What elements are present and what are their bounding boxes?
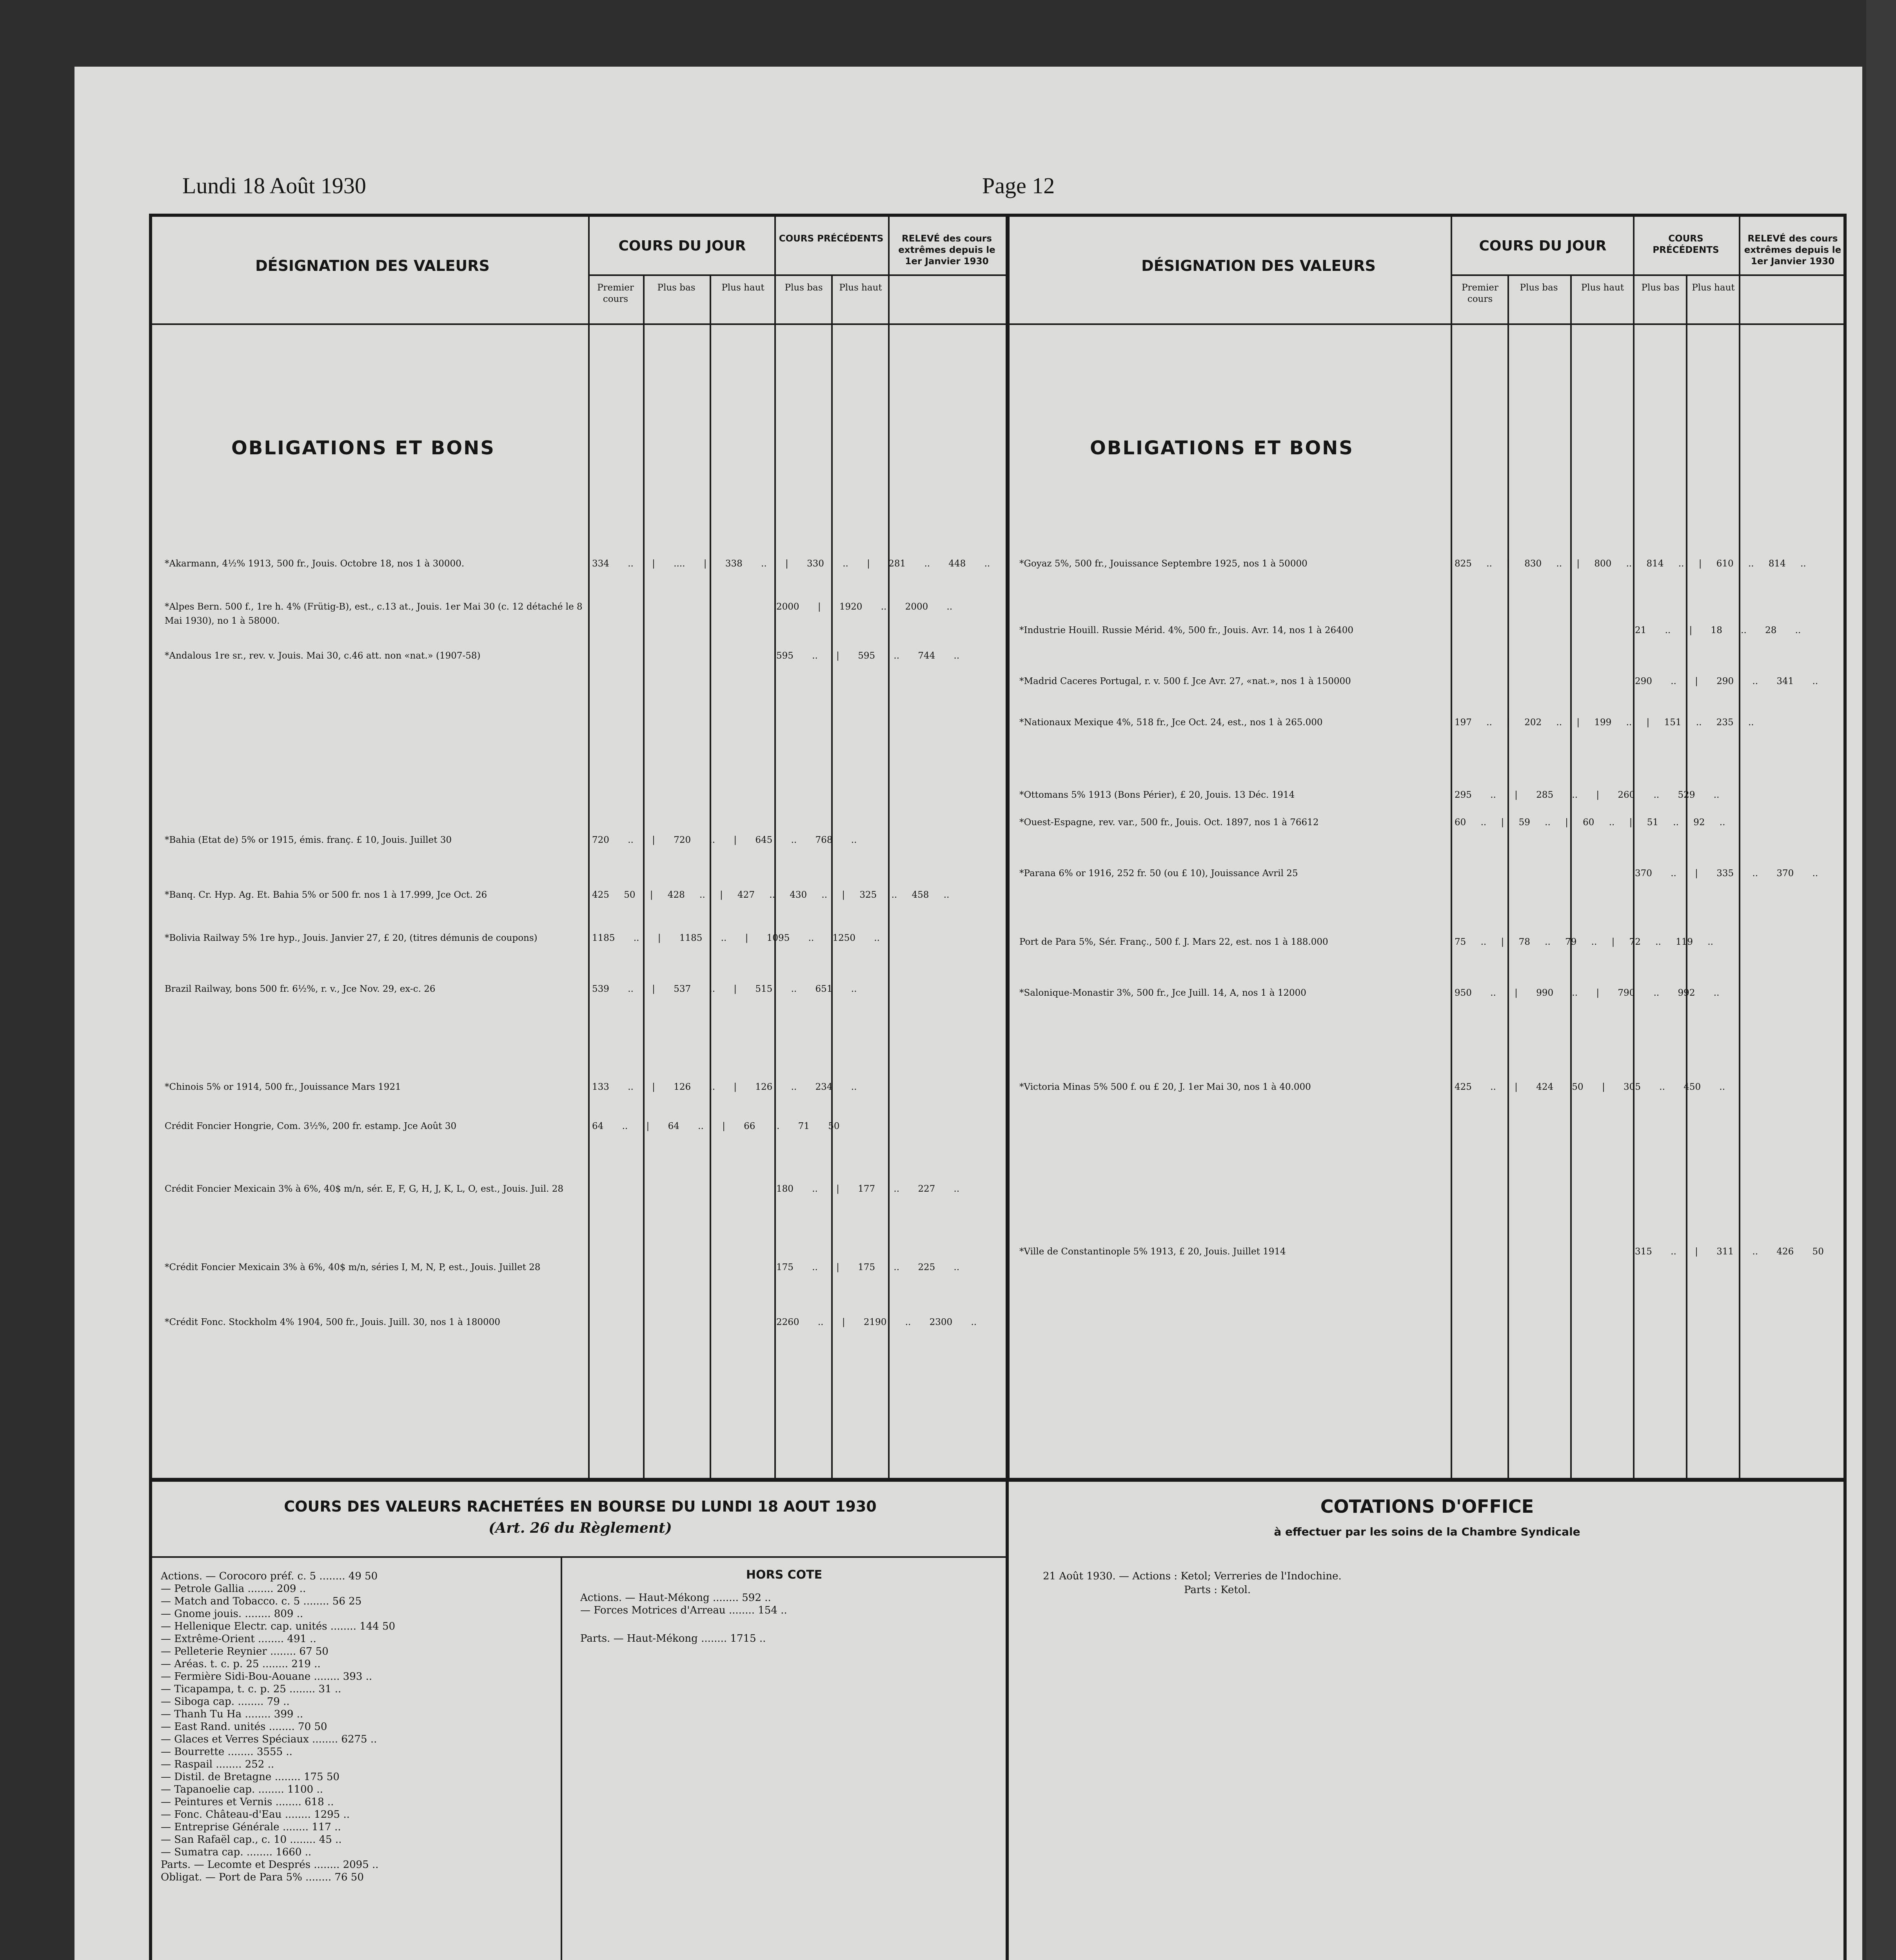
right-row: *Parana 6% or 1916, 252 fr. 50 (ou £ 10), Jouissance Avril 25 bbox=[1019, 868, 1298, 878]
right-value-row: 315 .. | 311 .. 426 50 bbox=[1635, 1247, 1824, 1257]
right-values bbox=[1455, 557, 1843, 1268]
rachetee-item: Obligat. — Port de Para 5% ........ 76 50 bbox=[161, 1871, 364, 1883]
left-row: Crédit Foncier Mexicain 3% à 6%, 40$ m/n, sér. E, F, G, H, J, K, L, O, est., Jouis. Juil. 28 bbox=[165, 1184, 564, 1194]
left-row: *Alpes Bern. 500 f., 1re h. 4% (Frütig-B), est., c.13 at., Jouis. 1er Mai 30 (c. 12 détaché le 8 Mai 1930), no 1 à 58000. bbox=[165, 602, 583, 626]
right-value-row: 370 .. | 335 .. 370 .. bbox=[1635, 868, 1818, 878]
rachetee-item: — Bourrette ........ 3555 .. bbox=[161, 1746, 292, 1758]
rachetees-title: COURS DES VALEURS RACHETÉES EN BOURSE DU LUNDI 18 AOUT 1930 bbox=[284, 1498, 877, 1515]
left-row: Crédit Foncier Hongrie, Com. 3½%, 200 fr. estamp. Jce Août 30 bbox=[165, 1121, 457, 1131]
right-premier-cours: Premier cours bbox=[1462, 283, 1498, 304]
left-row: *Akarmann, 4½% 1913, 500 fr., Jouis. Octobre 18, nos 1 à 30000. bbox=[165, 559, 465, 569]
left-value-row: 595 .. | 595 .. 744 .. bbox=[776, 651, 960, 661]
right-plus-bas: Plus bas bbox=[1520, 283, 1558, 293]
rachetee-item: — Match and Tobacco. c. 5 ........ 56 25 bbox=[161, 1595, 362, 1607]
cotations-subtitle: à effectuer par les soins de la Chambre Syndicale bbox=[1274, 1525, 1580, 1538]
rachetee-item: — Raspail ........ 252 .. bbox=[161, 1759, 274, 1770]
rachetee-item: — Gnome jouis. ........ 809 .. bbox=[161, 1608, 303, 1620]
right-releve: RELEVÉ des cours extrêmes depuis le 1er Janvier 1930 bbox=[1744, 234, 1842, 267]
header-rule bbox=[151, 323, 1845, 325]
left-value-row: 539 .. | 537 .. | 515 .. 651 .. bbox=[592, 984, 857, 994]
page-number: Page 12 bbox=[982, 173, 1055, 198]
left-row: *Crédit Foncier Mexicain 3% à 6%, 40$ m/n, séries I, M, N, P, est., Jouis. Juillet 28 bbox=[165, 1262, 541, 1272]
left-cours-precedents: COURS PRÉCÉDENTS bbox=[779, 234, 884, 244]
hors-cote-item: Parts. — Haut-Mékong ........ 1715 .. bbox=[580, 1633, 766, 1644]
left-row: *Chinois 5% or 1914, 500 fr., Jouissance Mars 1921 bbox=[165, 1082, 401, 1092]
left-value-row: 2260 .. | 2190 .. 2300 .. bbox=[776, 1317, 977, 1327]
right-row: *Salonique-Monastir 3%, 500 fr., Jce Juill. 14, A, nos 1 à 12000 bbox=[1019, 988, 1306, 998]
hors-cote-list bbox=[580, 1592, 1000, 1645]
cotations-title: COTATIONS D'OFFICE bbox=[1320, 1496, 1534, 1517]
right-plus-haut: Plus haut bbox=[1581, 283, 1624, 293]
right-value-row: 295 .. | 285 .. | 260 .. 529 .. bbox=[1455, 790, 1720, 800]
col-rule bbox=[1451, 216, 1452, 1478]
left-value-row: 180 .. | 177 .. 227 .. bbox=[776, 1184, 960, 1194]
rachetee-item: — Distil. de Bretagne ........ 175 50 bbox=[161, 1771, 340, 1783]
section-rule bbox=[561, 1556, 562, 1960]
col-rule bbox=[588, 216, 590, 1478]
right-row: *Ouest-Espagne, rev. var., 500 fr., Jouis. Oct. 1897, nos 1 à 76612 bbox=[1019, 817, 1319, 828]
page-edge bbox=[1866, 0, 1896, 1960]
hors-cote-item: Actions. — Haut-Mékong ........ 592 .. bbox=[580, 1592, 771, 1604]
section-divider bbox=[1006, 1482, 1009, 1960]
rachetees-subtitle: (Art. 26 du Règlement) bbox=[489, 1520, 672, 1536]
rachetee-item: — Petrole Gallia ........ 209 .. bbox=[161, 1583, 306, 1595]
right-cours-precedents: COURS PRÉCÉDENTS bbox=[1653, 234, 1719, 255]
page-date: Lundi 18 Août 1930 bbox=[182, 173, 366, 198]
right-row: *Madrid Caceres Portugal, r. v. 500 f. Jce Avr. 27, «nat.», nos 1 à 150000 bbox=[1019, 676, 1351, 686]
right-value-row: 197 .. | 202 .. | 199 .. | 151 .. 235 .. bbox=[1455, 717, 1754, 728]
rachetee-item: — Extrême-Orient ........ 491 .. bbox=[161, 1633, 316, 1645]
rachetee-item: — Glaces et Verres Spéciaux ........ 6275 .. bbox=[161, 1733, 377, 1745]
right-value-row: 950 .. | 990 .. | 790 .. 992 .. bbox=[1455, 988, 1720, 998]
left-plus-bas: Plus bas bbox=[657, 283, 696, 293]
rachetee-item: — Aréas. t. c. p. 25 ........ 219 .. bbox=[161, 1658, 321, 1670]
left-values bbox=[592, 557, 1004, 1339]
rachetee-item: — Hellenique Electr. cap. unités ........ 144 50 bbox=[161, 1621, 396, 1632]
rachetees-list bbox=[161, 1570, 559, 1884]
col-rule bbox=[588, 274, 1006, 276]
right-cours-du-jour: COURS DU JOUR bbox=[1479, 238, 1607, 254]
hors-cote-item: — Forces Motrices d'Arreau ........ 154 .. bbox=[580, 1604, 787, 1616]
section-rule bbox=[151, 1478, 1845, 1482]
center-divider bbox=[1006, 216, 1010, 1478]
right-value-row: 75 .. | 78 .. 79 .. | 72 .. 119 .. bbox=[1455, 937, 1713, 947]
rachetee-item: — Peintures et Vernis ........ 618 .. bbox=[161, 1796, 334, 1808]
cotations-line: 21 Août 1930. — Actions : Ketol; Verreries de l'Indochine. bbox=[1043, 1570, 1342, 1582]
right-row: *Nationaux Mexique 4%, 518 fr., Jce Oct. 24, est., nos 1 à 265.000 bbox=[1019, 717, 1323, 728]
left-premier-cours: Premier cours bbox=[597, 283, 634, 304]
rachetee-item: — Pelleterie Reynier ........ 67 50 bbox=[161, 1646, 329, 1657]
rachetee-item: Parts. — Lecomte et Després ........ 2095 .. bbox=[161, 1859, 379, 1871]
left-designation-header: DÉSIGNATION DES VALEURS bbox=[255, 257, 490, 274]
right-value-row: 825 .. | 830 .. | 800 .. 814 .. | 610 .. 814 .. bbox=[1455, 559, 1806, 569]
hors-cote-title: HORS COTE bbox=[746, 1568, 823, 1582]
right-value-row: 21 .. | 18 .. 28 .. bbox=[1635, 625, 1801, 635]
right-row: *Ottomans 5% 1913 (Bons Périer), £ 20, Jouis. 13 Déc. 1914 bbox=[1019, 790, 1295, 800]
rachetee-item: — Thanh Tu Ha ........ 399 .. bbox=[161, 1708, 303, 1720]
left-designations bbox=[165, 557, 586, 1339]
rachetee-item: — San Rafaël cap., c. 10 ........ 45 .. bbox=[161, 1834, 342, 1846]
left-value-row: 133 .. | 126 .. | 126 .. 234 .. bbox=[592, 1082, 857, 1092]
right-row: *Industrie Houill. Russie Mérid. 4%, 500 fr., Jouis. Avr. 14, nos 1 à 26400 bbox=[1019, 625, 1353, 635]
left-value-row: 2000 | 1920 .. 2000 .. bbox=[776, 602, 953, 612]
right-section-title: OBLIGATIONS ET BONS bbox=[1090, 437, 1354, 459]
left-section-title: OBLIGATIONS ET BONS bbox=[231, 437, 495, 459]
rachetee-item: — East Rand. unités ........ 70 50 bbox=[161, 1721, 327, 1733]
left-row: *Bahia (Etat de) 5% or 1915, émis. franç. £ 10, Jouis. Juillet 30 bbox=[165, 835, 452, 845]
left-row: *Banq. Cr. Hyp. Ag. Et. Bahia 5% or 500 fr. nos 1 à 17.999, Jce Oct. 26 bbox=[165, 890, 487, 900]
section-rule bbox=[151, 1556, 1006, 1558]
left-releve: RELEVÉ des cours extrêmes depuis le 1er Janvier 1930 bbox=[898, 234, 995, 267]
left-prec-haut: Plus haut bbox=[839, 283, 882, 293]
left-cours-du-jour: COURS DU JOUR bbox=[618, 238, 746, 254]
left-row: *Andalous 1re sr., rev. v. Jouis. Mai 30, c.46 att. non «nat.» (1907-58) bbox=[165, 651, 481, 661]
rachetee-item: — Siboga cap. ........ 79 .. bbox=[161, 1696, 290, 1708]
right-designations bbox=[1019, 557, 1449, 1268]
left-row: *Bolivia Railway 5% 1re hyp., Jouis. Janvier 27, £ 20, (titres démunis de coupons) bbox=[165, 933, 538, 943]
rachetee-item: — Fonc. Château-d'Eau ........ 1295 .. bbox=[161, 1809, 350, 1820]
left-value-row: 64 .. | 64 .. | 66 .. 71 50 bbox=[592, 1121, 840, 1131]
left-value-row: 720 .. | 720 .. | 645 .. 768 .. bbox=[592, 835, 857, 845]
rachetee-item: Actions. — Corocoro préf. c. 5 ........ 49 50 bbox=[161, 1570, 378, 1582]
rachetee-item: — Ticapampa, t. c. p. 25 ........ 31 .. bbox=[161, 1683, 341, 1695]
rachetee-item: — Tapanoelie cap. ........ 1100 .. bbox=[161, 1784, 323, 1795]
right-row: *Ville de Constantinople 5% 1913, £ 20, Jouis. Juillet 1914 bbox=[1019, 1247, 1286, 1257]
rachetee-item: — Entreprise Générale ........ 117 .. bbox=[161, 1821, 341, 1833]
left-row: Brazil Railway, bons 500 fr. 6½%, r. v., Jce Nov. 29, ex-c. 26 bbox=[165, 984, 436, 994]
left-plus-haut: Plus haut bbox=[721, 283, 765, 293]
rachetee-item: — Sumatra cap. ........ 1660 .. bbox=[161, 1846, 312, 1858]
right-value-row: 425 .. | 424 50 | 305 .. 450 .. bbox=[1455, 1082, 1725, 1092]
right-row: Port de Para 5%, Sér. Franç., 500 f. J. Mars 22, est. nos 1 à 188.000 bbox=[1019, 937, 1328, 947]
right-prec-bas: Plus bas bbox=[1641, 283, 1680, 293]
right-prec-haut: Plus haut bbox=[1692, 283, 1735, 293]
rachetee-item: — Fermière Sidi-Bou-Aouane ........ 393 .. bbox=[161, 1671, 372, 1682]
right-row: *Victoria Minas 5% 500 f. ou £ 20, J. 1er Mai 30, nos 1 à 40.000 bbox=[1019, 1082, 1311, 1092]
right-row: *Goyaz 5%, 500 fr., Jouissance Septembre 1925, nos 1 à 50000 bbox=[1019, 559, 1308, 569]
left-value-row: 334 .. | .... | 338 .. | 330 .. | 281 .. 448 .. bbox=[592, 559, 990, 569]
col-rule bbox=[1451, 274, 1845, 276]
right-designation-header: DÉSIGNATION DES VALEURS bbox=[1141, 257, 1376, 274]
left-value-row: 175 .. | 175 .. 225 .. bbox=[776, 1262, 960, 1272]
cotations-line: Parts : Ketol. bbox=[1184, 1584, 1251, 1596]
left-prec-bas: Plus bas bbox=[785, 283, 823, 293]
right-value-row: 290 .. | 290 .. 341 .. bbox=[1635, 676, 1818, 686]
right-value-row: 60 .. | 59 .. | 60 .. | 51 .. 92 .. bbox=[1455, 817, 1725, 828]
left-row: *Crédit Fonc. Stockholm 4% 1904, 500 fr., Jouis. Juill. 30, nos 1 à 180000 bbox=[165, 1317, 500, 1327]
left-value-row: 425 50 | 428 .. | 427 .. 430 .. | 325 .. 458 .. bbox=[592, 890, 950, 900]
left-value-row: 1185 .. | 1185 .. | 1095 .. 1250 .. bbox=[592, 933, 880, 943]
